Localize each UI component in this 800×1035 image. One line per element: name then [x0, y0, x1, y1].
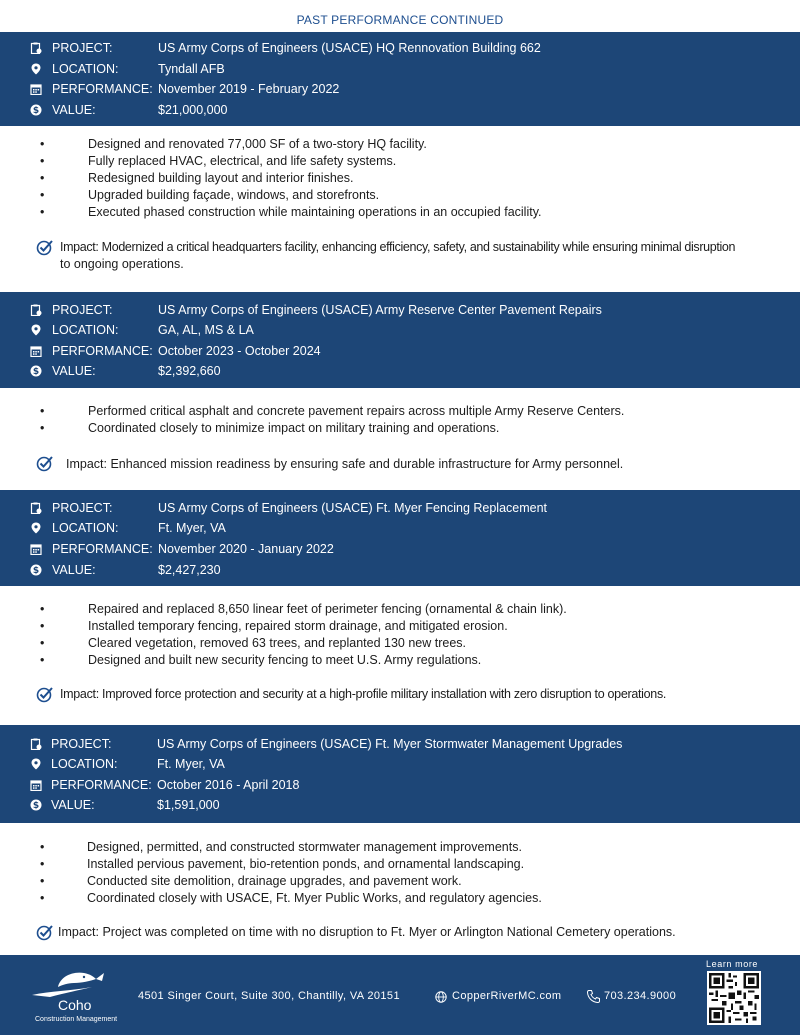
- logo-name: Coho: [58, 997, 92, 1013]
- location-pin-icon: [30, 522, 42, 534]
- performance-row: [0, 775, 800, 795]
- clipboard-icon: [30, 738, 42, 750]
- impact-text: Impact: Modernized a critical headquarters facility, enhancing efficiency, safety, and sustainability while ensuring minimal disruption: [60, 240, 736, 254]
- location-label: LOCATION:: [52, 521, 119, 535]
- project-header-4: [0, 725, 800, 823]
- calendar-icon: [30, 83, 42, 95]
- value-row: [0, 361, 800, 381]
- list-item: • Conducted site demolition, drainage upgrades, and pavement work.: [40, 874, 462, 888]
- page-title: PAST PERFORMANCE CONTINUED: [296, 13, 504, 27]
- project-row: [0, 498, 800, 518]
- clipboard-icon: [30, 42, 42, 54]
- project-row: [0, 38, 800, 58]
- project-row: [0, 300, 800, 320]
- performance-label: PERFORMANCE:: [52, 344, 153, 358]
- performance-label: PERFORMANCE:: [52, 542, 153, 556]
- calendar-icon: [30, 543, 42, 555]
- location-label: LOCATION:: [52, 62, 119, 76]
- performance-row: [0, 539, 800, 559]
- logo-subtitle: Construction Management: [35, 1016, 118, 1023]
- list-item: • Repaired and replaced 8,650 linear feet of perimeter fencing (ornamental & chain link).: [40, 602, 567, 616]
- footer-phone: 703.234.9000: [604, 990, 677, 1002]
- svg-text:$: $: [32, 367, 40, 377]
- value-label: VALUE:: [51, 798, 95, 812]
- value-value: $2,392,660: [158, 364, 221, 378]
- project-header-1: [0, 32, 800, 126]
- project-row: [0, 734, 800, 754]
- list-item: • Coordinated closely with USACE, Ft. Myer Public Works, and regulatory agencies.: [40, 891, 542, 905]
- list-item: • Coordinated closely to minimize impact on military training and operations.: [40, 421, 500, 435]
- phone-icon: [586, 989, 601, 1004]
- project-value: US Army Corps of Engineers (USACE) Ft. Myer Stormwater Management Upgrades: [157, 737, 623, 751]
- project-value: US Army Corps of Engineers (USACE) HQ Rennovation Building 662: [158, 41, 541, 55]
- value-value: $2,427,230: [158, 563, 221, 577]
- project-bullets-4: [0, 839, 800, 907]
- performance-value: October 2023 - October 2024: [158, 344, 321, 358]
- fish-logo-icon: [30, 965, 105, 999]
- qr-code[interactable]: [707, 971, 761, 1025]
- impact-text: Impact: Improved force protection and security at a high-profile military installation with zero disruption to operations.: [60, 687, 667, 701]
- location-pin-icon: [30, 324, 42, 336]
- value-row: [0, 100, 800, 120]
- check-circle-icon: [36, 923, 54, 941]
- list-item: • Performed critical asphalt and concrete pavement repairs across multiple Army Reserve Centers.: [40, 404, 625, 418]
- value-label: VALUE:: [52, 563, 96, 577]
- impact-text: Impact: Enhanced mission readiness by ensuring safe and durable infrastructure for Army personnel.: [66, 457, 624, 471]
- check-circle-icon: [36, 685, 54, 703]
- footer-website-link[interactable]: CopperRiverMC.com: [452, 990, 562, 1002]
- project-label: PROJECT:: [52, 303, 113, 317]
- performance-value: October 2016 - April 2018: [157, 778, 300, 792]
- list-item: • Installed temporary fencing, repaired storm drainage, and mitigated erosion.: [40, 619, 508, 633]
- location-value: Tyndall AFB: [158, 62, 225, 76]
- value-value: $1,591,000: [157, 798, 220, 812]
- svg-text:$: $: [32, 566, 40, 576]
- svg-text:$: $: [32, 801, 40, 811]
- check-circle-icon: [36, 454, 54, 472]
- calendar-icon: [30, 779, 42, 791]
- dollar-icon: [30, 799, 42, 811]
- project-bullets-1: [0, 136, 800, 221]
- location-value: Ft. Myer, VA: [158, 521, 226, 535]
- location-value: Ft. Myer, VA: [157, 757, 225, 771]
- location-row: [0, 320, 800, 340]
- value-value: $21,000,000: [158, 103, 228, 117]
- project-bullets-3: [0, 601, 800, 669]
- performance-value: November 2020 - January 2022: [158, 542, 334, 556]
- project-value: US Army Corps of Engineers (USACE) Army Reserve Center Pavement Repairs: [158, 303, 602, 317]
- location-value: GA, AL, MS & LA: [158, 323, 254, 337]
- project-label: PROJECT:: [51, 737, 112, 751]
- calendar-icon: [30, 345, 42, 357]
- list-item: • Installed pervious pavement, bio-retention ponds, and ornamental landscaping.: [40, 857, 525, 871]
- project-bullets-2: [0, 403, 800, 437]
- check-circle-icon: [36, 238, 54, 256]
- clipboard-icon: [30, 502, 42, 514]
- list-item: • Upgraded building façade, windows, and storefronts.: [40, 188, 380, 202]
- value-row: [0, 560, 800, 580]
- value-label: VALUE:: [52, 364, 96, 378]
- location-label: LOCATION:: [51, 757, 118, 771]
- project-label: PROJECT:: [52, 501, 113, 515]
- location-pin-icon: [30, 758, 42, 770]
- impact-text: Impact: Project was completed on time with no disruption to Ft. Myer or Arlington National Cemetery operations.: [58, 925, 676, 939]
- value-label: VALUE:: [52, 103, 96, 117]
- list-item: • Executed phased construction while maintaining operations in an occupied facility.: [40, 205, 542, 219]
- performance-label: PERFORMANCE:: [52, 82, 153, 96]
- performance-label: PERFORMANCE:: [51, 778, 152, 792]
- impact-text-continued: to ongoing operations.: [60, 257, 184, 271]
- dollar-icon: [30, 104, 42, 116]
- list-item: • Redesigned building layout and interior finishes.: [40, 171, 354, 185]
- dollar-icon: [30, 365, 42, 377]
- svg-text:$: $: [32, 106, 40, 116]
- performance-row: [0, 79, 800, 99]
- list-item: • Fully replaced HVAC, electrical, and life safety systems.: [40, 154, 397, 168]
- footer: [0, 955, 800, 1035]
- performance-row: [0, 341, 800, 361]
- project-header-3: [0, 490, 800, 586]
- location-row: [0, 518, 800, 538]
- location-pin-icon: [30, 63, 42, 75]
- location-label: LOCATION:: [52, 323, 119, 337]
- company-logo: [0, 955, 130, 1035]
- learn-more-label: Learn more: [706, 959, 759, 969]
- clipboard-icon: [30, 304, 42, 316]
- list-item: • Designed and renovated 77,000 SF of a two-story HQ facility.: [40, 137, 427, 151]
- list-item: • Designed, permitted, and constructed stormwater management improvements.: [40, 840, 522, 854]
- list-item: • Cleared vegetation, removed 63 trees, and replanted 130 new trees.: [40, 636, 467, 650]
- location-row: [0, 59, 800, 79]
- dollar-icon: [30, 564, 42, 576]
- list-item: • Designed and built new security fencing to meet U.S. Army regulations.: [40, 653, 482, 667]
- performance-value: November 2019 - February 2022: [158, 82, 340, 96]
- globe-icon: [435, 991, 447, 1003]
- location-row: [0, 754, 800, 774]
- value-row: [0, 795, 800, 815]
- project-header-2: [0, 292, 800, 388]
- project-value: US Army Corps of Engineers (USACE) Ft. Myer Fencing Replacement: [158, 501, 548, 515]
- project-label: PROJECT:: [52, 41, 113, 55]
- footer-address: 4501 Singer Court, Suite 300, Chantilly, VA 20151: [138, 990, 400, 1002]
